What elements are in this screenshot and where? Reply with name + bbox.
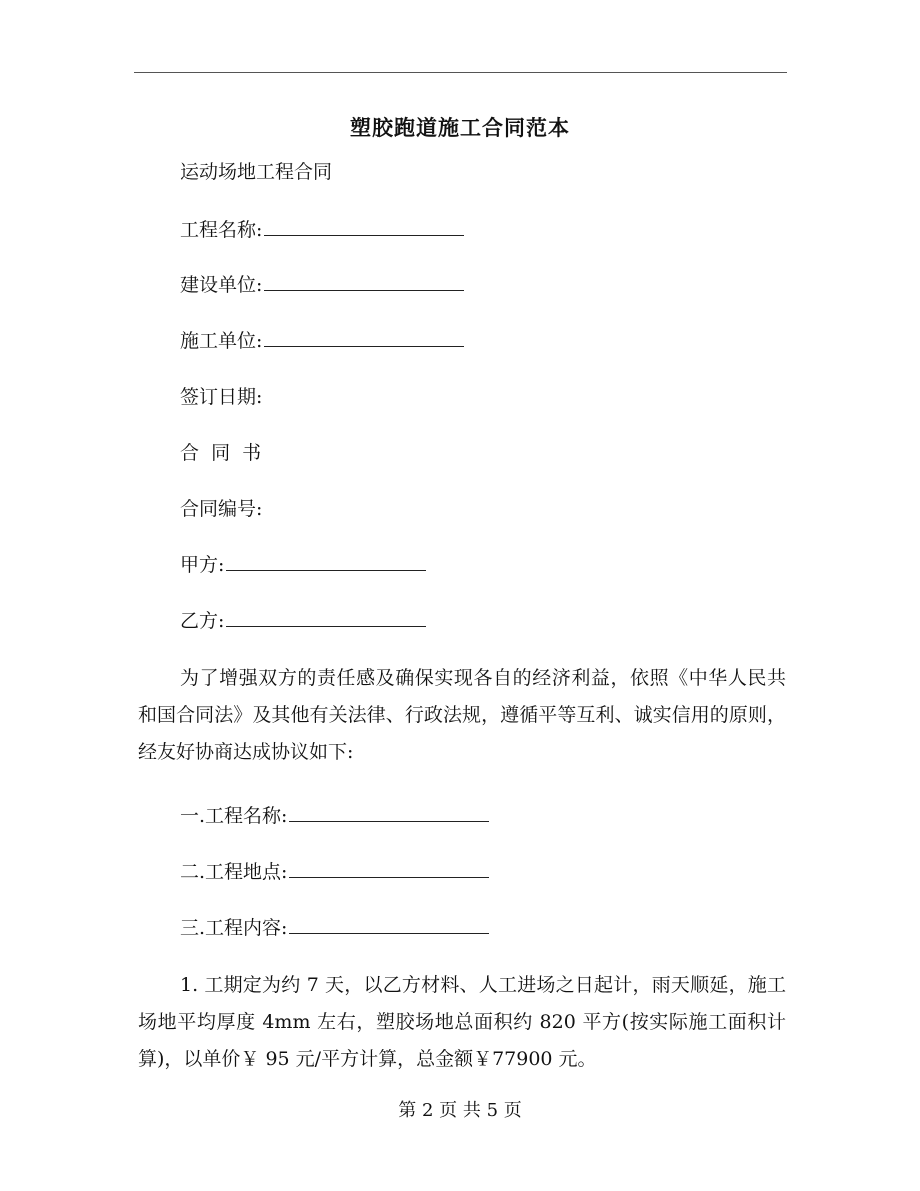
section-label: 一.工程名称: [180, 805, 288, 827]
fill-in-blank [264, 221, 464, 236]
section-label: 三.工程内容: [180, 917, 288, 939]
fill-in-blank [226, 612, 426, 627]
field-label: 签订日期: [180, 386, 263, 408]
field-label: 合同编号: [180, 498, 263, 520]
party-b [180, 609, 426, 633]
section-project-location [180, 860, 489, 884]
document-subtitle: 运动场地工程合同 [180, 161, 333, 183]
field-label: 乙方: [180, 610, 225, 632]
field-label: 工程名称: [180, 219, 263, 241]
field-label: 施工单位: [180, 330, 263, 352]
cover-field-project-name [180, 218, 464, 242]
header-rule [134, 72, 787, 73]
intro-paragraph: 为了增强双方的责任感及确保实现各自的经济利益，依照《中华人民共和国合同法》及其他有关法律、行政法规，遵循平等互利、诚实信用的原则，经友好协商达成协议如下: [138, 667, 786, 763]
clause-1-paragraph: 1. 工期定为约 7 天，以乙方材料、人工进场之日起计，雨天顺延，施工场地平均厚度 4mm 左右，塑胶场地总面积约 820 平方(按实际施工面积计算)，以单价￥ 95 元/平方计算，总金额￥77900 元。 [138, 974, 786, 1070]
section-project-content [180, 916, 489, 940]
fill-in-blank [289, 807, 489, 822]
field-label: 建设单位: [180, 274, 263, 296]
cover-field-sign-date [180, 385, 262, 409]
cover-field-owner [180, 273, 464, 297]
page-footer: 第 2 页 共 5 页 [398, 1100, 522, 1121]
field-label: 甲方: [180, 554, 225, 576]
document-title: 塑胶跑道施工合同范本 [350, 115, 570, 140]
fill-in-blank [264, 332, 464, 347]
fill-in-blank [289, 919, 489, 934]
contract-heading: 合 同 书 [180, 442, 262, 464]
section-label: 二.工程地点: [180, 861, 288, 883]
party-a [180, 553, 426, 577]
fill-in-blank [264, 276, 464, 291]
fill-in-blank [226, 556, 426, 571]
contract-number [180, 497, 262, 521]
cover-field-contractor [180, 329, 464, 353]
fill-in-blank [289, 863, 489, 878]
section-project-name [180, 804, 489, 828]
